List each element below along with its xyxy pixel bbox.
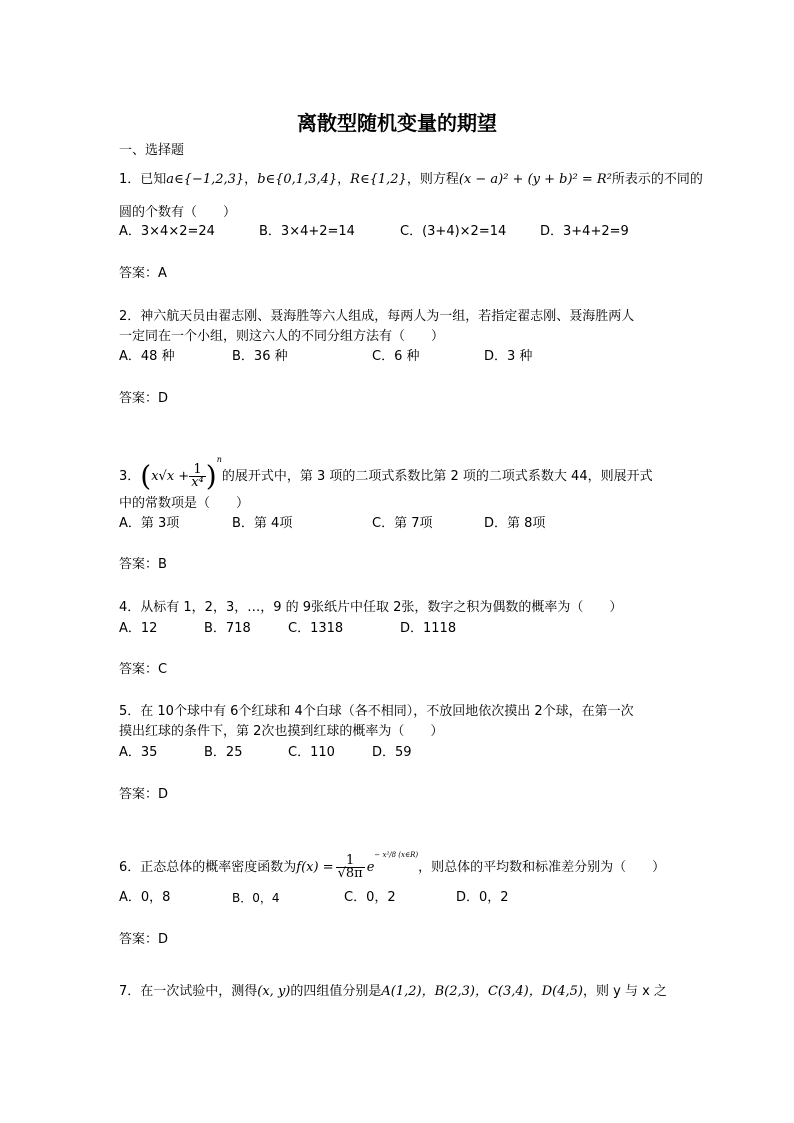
q3-option-a: A．第 3项 [119, 516, 180, 531]
q1-mid: ，则方程 [406, 172, 459, 187]
question-7-line-1 [119, 984, 667, 1000]
q6-option-a: A．0，8 [119, 890, 171, 905]
question-4-line-1: 4．从标有 1，2，3，…，9 的 9张纸片中任取 2张，数字之积为偶数的概率为（ ） [119, 600, 623, 615]
q3-option-d: D．第 8项 [484, 516, 546, 531]
q3-exponent: n [216, 455, 222, 464]
q1-option-c: C．(3+4)×2=14 [400, 224, 507, 239]
q1-prefix: 1．已知 [119, 172, 167, 187]
q3-fraction [189, 464, 206, 489]
page-title: 离散型随机变量的期望 [297, 111, 497, 135]
question-1-line-1: 1．已知a∈{−1,2,3}，b∈{0,1,3,4}，R∈{1,2}，则方程(x − a)² + (y + b)² = R²所表示的不同的 [119, 172, 703, 187]
q6-option-d: D．0，2 [456, 890, 509, 905]
q6-fraction [336, 855, 365, 880]
q6-fx: f(x) = [296, 860, 334, 875]
q1-option-d: D．3+4+2=9 [540, 224, 629, 239]
q6-answer: 答案：D [119, 932, 169, 947]
question-5-line-2: 摸出红球的条件下，第 2次也摸到红球的概率为（ ） [119, 724, 444, 739]
q1-equation: (x − a)² + (y + b)² = R² [458, 172, 612, 187]
q6-option-b: B．0，4 [232, 891, 280, 905]
q4-option-b: B．718 [204, 621, 251, 636]
q6-e: e [366, 860, 375, 875]
q5-option-d: D．59 [372, 745, 412, 760]
q1-option-a: A．3×4×2=24 [119, 224, 215, 239]
q2-answer: 答案：D [119, 391, 169, 406]
q2-option-a: A．48 种 [119, 349, 175, 364]
q6-option-c: C．0，2 [344, 890, 396, 905]
question-6-line-1 [119, 838, 665, 885]
q3-answer: 答案：B [119, 557, 167, 572]
q6-frac-num: 1 [336, 855, 365, 868]
q7-prefix: 7．在一次试验中，测得 [119, 984, 258, 999]
q2-option-c: C．6 种 [372, 349, 420, 364]
q3-option-c: C．第 7项 [372, 516, 433, 531]
q6-suffix: ，则总体的平均数和标准差分别为（ ） [418, 860, 666, 875]
q7-suffix: ，则 y 与 x 之 [582, 984, 667, 999]
question-1-line-2: 圆的个数有（ ） [119, 205, 237, 220]
q1-set-r: R∈{1,2} [350, 172, 407, 187]
q3-suffix: 的展开式中，第 3 项的二项式系数比第 2 项的二项式系数大 44，则展开式 [221, 469, 653, 484]
q6-frac-den: √8π [337, 866, 363, 881]
q4-option-a: A．12 [119, 621, 158, 636]
q4-option-c: C．1318 [288, 621, 344, 636]
q7-points: A(1,2)，B(2,3)，C(3,4)，D(4,5) [381, 984, 583, 999]
question-2-line-1: 2．神六航天员由翟志刚、聂海胜等六人组成，每两人为一组，若指定翟志刚、聂海胜两人 [119, 309, 635, 324]
q4-answer: 答案：C [119, 662, 168, 677]
q7-pair: (x, y) [257, 984, 291, 999]
section-heading: 一、选择题 [119, 143, 185, 158]
q2-option-b: B．36 种 [232, 349, 288, 364]
q1-answer: 答案：A [119, 266, 167, 281]
q7-mid: 的四组值分别是 [290, 984, 382, 999]
question-3-line-2: 中的常数项是（ ） [119, 496, 250, 511]
question-3-line-1: 3．(x√x + $\frac{1}{\text{x⁴}}$ )$^n$的展开式中，第 3 项的二项式系数比第 2 项的二项式系数大 44，则展开式 [119, 455, 653, 493]
q1-suffix: 所表示的不同的 [611, 172, 703, 187]
q5-option-c: C．110 [288, 745, 335, 760]
question-2-line-2: 一定同在一个小组，则这六人的不同分组方法有（ ） [119, 329, 445, 344]
q1-set-b: b∈{0,1,3,4} [257, 172, 338, 187]
q3-expr-left: x√x + [151, 469, 190, 484]
q5-option-a: A．35 [119, 745, 158, 760]
q6-prefix: 6．正态总体的概率密度函数为 [119, 860, 297, 875]
q3-prefix: 3． [119, 469, 141, 484]
question-5-line-1: 5．在 10个球中有 6个红球和 4个白球（各不相同），不放回地依次摸出 2个球，在第一次 [119, 704, 634, 719]
q5-answer: 答案：D [119, 787, 169, 802]
q5-option-b: B．25 [204, 745, 243, 760]
q3-frac-den: x⁴ [191, 475, 204, 490]
q3-frac-num: 1 [189, 464, 206, 477]
q3-option-b: B．第 4项 [232, 516, 293, 531]
q6-exponent: − x²/8 (x∈R) [374, 851, 419, 859]
q4-option-d: D．1118 [400, 621, 457, 636]
q1-set-a: a∈{−1,2,3} [166, 172, 245, 187]
q1-option-b: B．3×4+2=14 [259, 224, 355, 239]
q2-option-d: D．3 种 [484, 349, 533, 364]
